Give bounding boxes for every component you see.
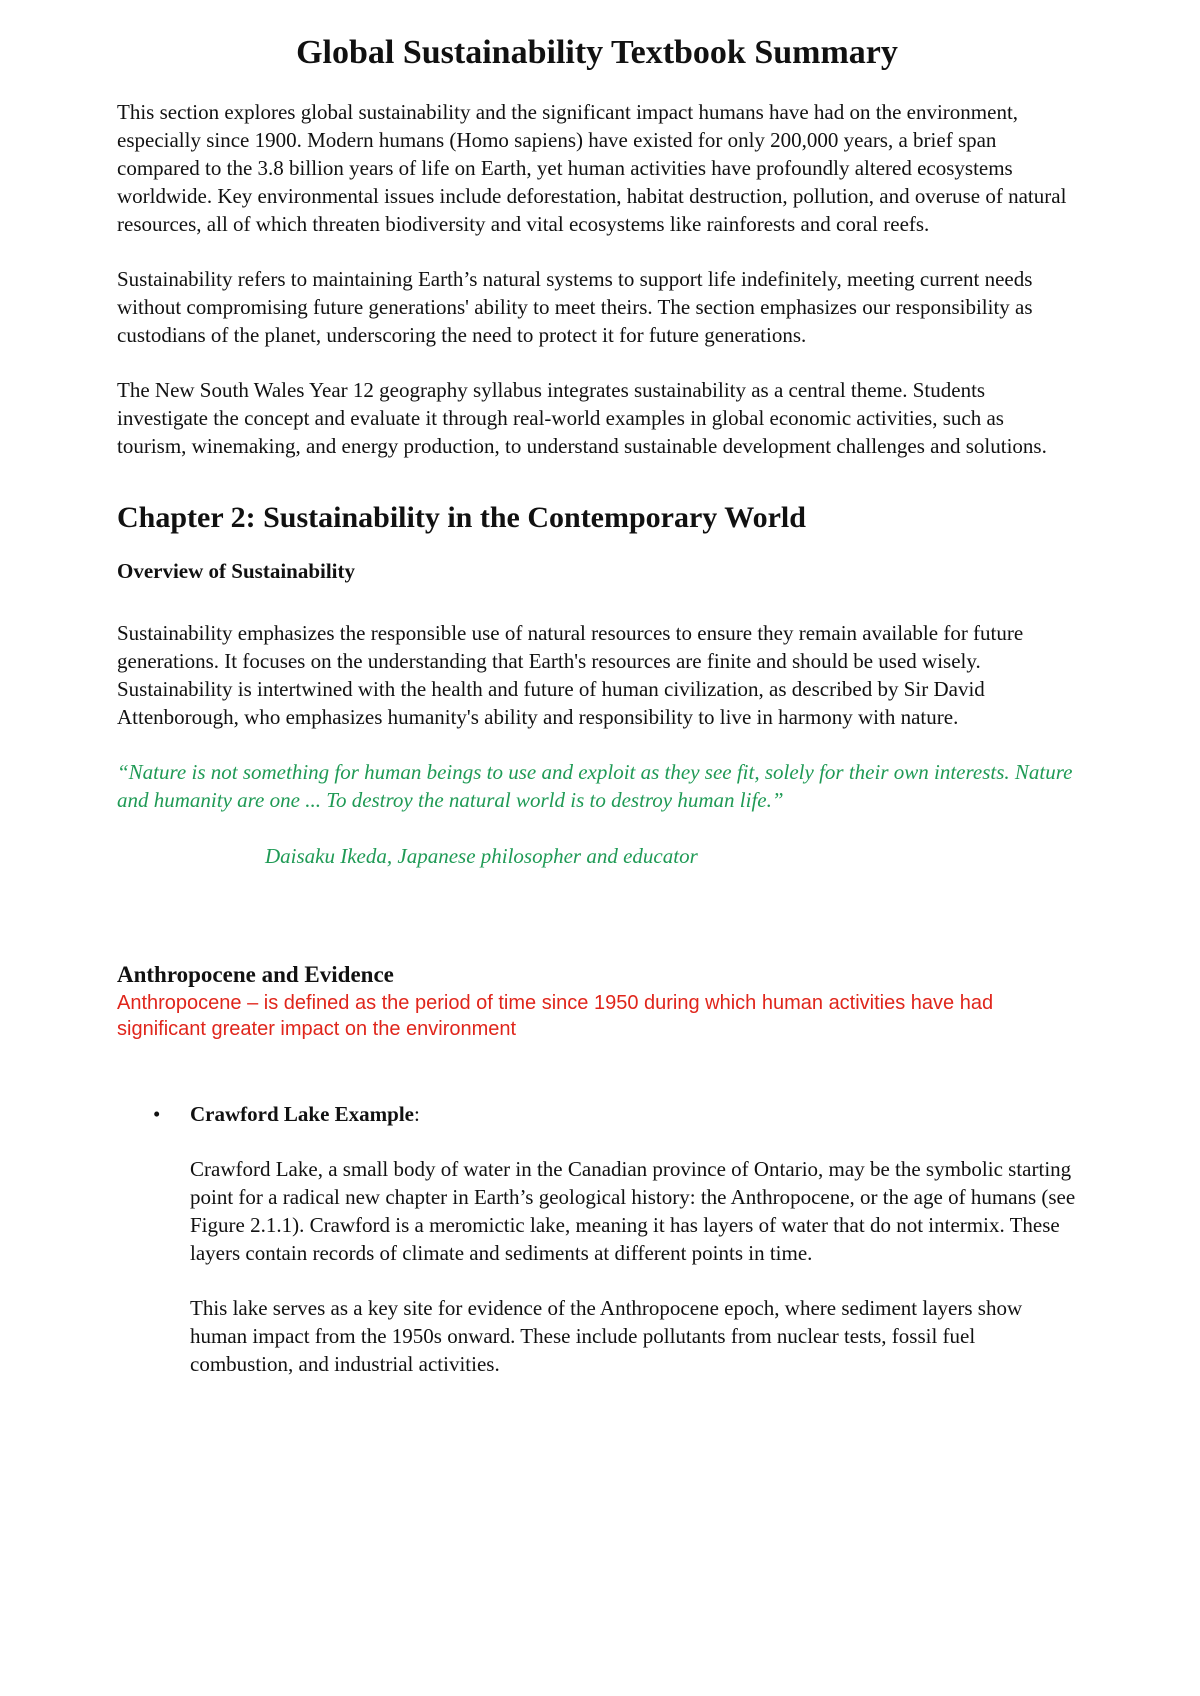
quote-text: “Nature is not something for human beings to use and exploit as they see fit, solely for their own interests. Nature and humanity are one ... To destroy the natural world is to destroy human life.” [117, 759, 1073, 812]
bullet-heading-colon: : [414, 1101, 420, 1126]
crawford-paragraph-1: Crawford Lake, a small body of water in the Canadian province of Ontario, may be the symbolic starting point for a radical new chapter in Earth’s geological history: the Anthropocene, or the age of humans (see Figure 2.1.1). Crawford is a meromictic lake, meaning it has layers of water that do not intermix. These layers contain records of climate and sediments at different points in time. [190, 1156, 1076, 1265]
bullet-heading-label: Crawford Lake Example [190, 1101, 414, 1126]
bullet-item-crawford-lake [117, 1100, 1077, 1378]
overview-paragraph: Sustainability emphasizes the responsible use of natural resources to ensure they remain available for future generations. It focuses on the understanding that Earth's resources are finite and should be used wisely. Sustainability is intertwined with the health and future of human civilization, as described by Sir David Attenborough, who emphasizes humanity's ability and responsibility to live in harmony with nature. [117, 620, 1024, 729]
document-title: Global Sustainability Textbook Summary [296, 34, 898, 71]
chapter-heading: Chapter 2: Sustainability in the Contemporary World [117, 500, 806, 534]
overview-heading: Overview of Sustainability [117, 558, 356, 583]
intro-paragraph-1: This section explores global sustainability and the significant impact humans have had on the environment, especially since 1900. Modern humans (Homo sapiens) have existed for only 200,000 years, a brief span compared to the 3.8 billion years of life on Earth, yet human activities have profoundly altered ecosystems worldwide. Key environmental issues include deforestation, habitat destruction, pollution, and overuse of natural resources, all of which threaten biodiversity and vital ecosystems like rainforests and coral reefs. [117, 99, 1067, 236]
quote-attribution: Daisaku Ikeda, Japanese philosopher and educator [265, 843, 698, 868]
anthropocene-definition: Anthropocene – is defined as the period of time since 1950 during which human activities have had significant greater impact on the environment [117, 991, 994, 1040]
document-page [117, 30, 1077, 1405]
anthropocene-heading: Anthropocene and Evidence [117, 961, 394, 987]
intro-paragraph-2: Sustainability refers to maintaining Earth’s natural systems to support life indefinitely, meeting current needs without compromising future generations' ability to meet theirs. The section emphasizes our responsibility as custodians of the planet, underscoring the need to protect it for future generations. [117, 266, 1033, 347]
bullet-icon: • [153, 1101, 161, 1126]
bullet-heading [190, 1100, 1077, 1128]
intro-paragraph-3: The New South Wales Year 12 geography syllabus integrates sustainability as a central theme. Students investigate the concept and evaluate it through real-world examples in global economic activities, such as tourism, winemaking, and energy production, to understand sustainable development challenges and solutions. [117, 377, 1047, 458]
crawford-paragraph-2: This lake serves as a key site for evidence of the Anthropocene epoch, where sediment layers show human impact from the 1950s onward. These include pollutants from nuclear tests, fossil fuel combustion, and industrial activities. [190, 1295, 1023, 1376]
